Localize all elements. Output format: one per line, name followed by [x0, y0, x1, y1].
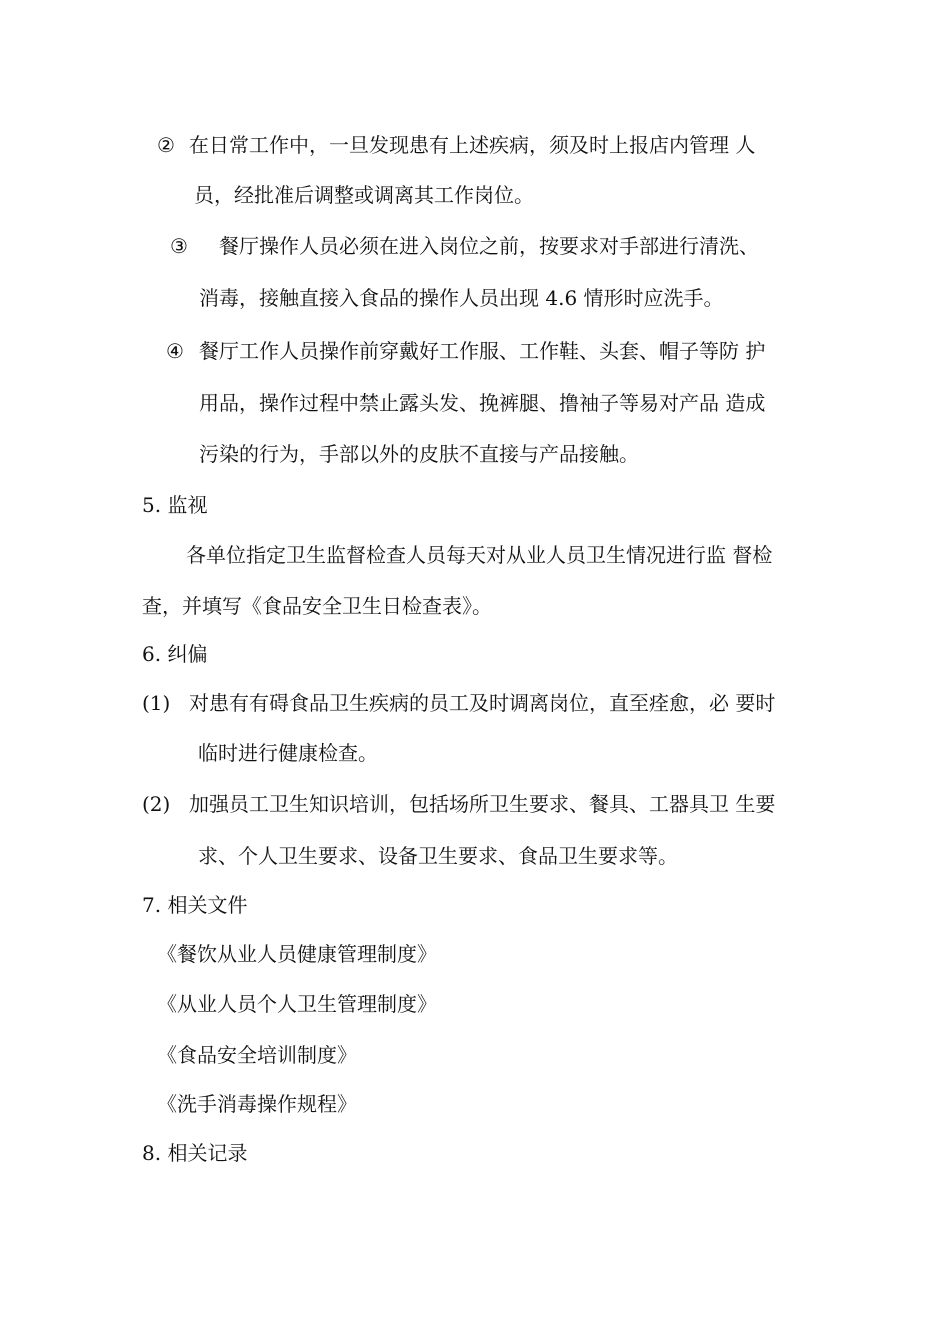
section-6-item-2-marker: (2)	[142, 792, 171, 816]
section-7-heading: 7. 相关文件	[142, 893, 248, 917]
item-2-line-2: 员，经批准后调整或调离其工作岗位。	[194, 183, 534, 207]
section-6-item-1-line-1: 对患有有碍食品卫生疾病的员工及时调离岗位，直至痊愈，必 要时	[189, 691, 776, 715]
section-5-heading: 5. 监视	[142, 493, 208, 517]
section-6-item-1-marker: (1)	[142, 691, 171, 715]
related-doc-item: 《餐饮从业人员健康管理制度》	[157, 942, 437, 966]
related-doc-item: 《洗手消毒操作规程》	[157, 1092, 357, 1116]
related-doc-item: 《从业人员个人卫生管理制度》	[157, 992, 437, 1016]
item-2-line-1: 在日常工作中，一旦发现患有上述疾病，须及时上报店内管理 人	[189, 133, 756, 157]
item-4-line-3: 污染的行为，手部以外的皮肤不直接与产品接触。	[199, 442, 639, 466]
item-4-line-2: 用品，操作过程中禁止露头发、挽裤腿、撸袖子等易对产品 造成	[199, 391, 766, 415]
item-3-line-2: 消毒，接触直接入食品的操作人员出现 4.6 情形时应洗手。	[199, 286, 724, 310]
item-3-line-1: 餐厅操作人员必须在进入岗位之前，按要求对手部进行清洗、	[219, 234, 759, 258]
item-2-marker: ②	[157, 133, 175, 157]
section-6-heading: 6. 纠偏	[142, 642, 208, 666]
item-4-marker: ④	[166, 339, 184, 363]
section-5-line-2: 查，并填写《食品安全卫生日检查表》。	[142, 594, 492, 618]
section-6-item-1-line-2: 临时进行健康检查。	[198, 741, 378, 765]
section-6-item-2-line-2: 求、个人卫生要求、设备卫生要求、食品卫生要求等。	[198, 844, 678, 868]
item-4-line-1: 餐厅工作人员操作前穿戴好工作服、工作鞋、头套、帽子等防 护	[199, 339, 766, 363]
section-8-heading: 8. 相关记录	[142, 1141, 248, 1165]
section-5-line-1: 各单位指定卫生监督检查人员每天对从业人员卫生情况进行监 督检	[186, 543, 773, 567]
item-3-marker: ③	[170, 234, 188, 258]
related-doc-item: 《食品安全培训制度》	[157, 1043, 357, 1067]
section-6-item-2-line-1: 加强员工卫生知识培训，包括场所卫生要求、餐具、工器具卫 生要	[189, 792, 776, 816]
